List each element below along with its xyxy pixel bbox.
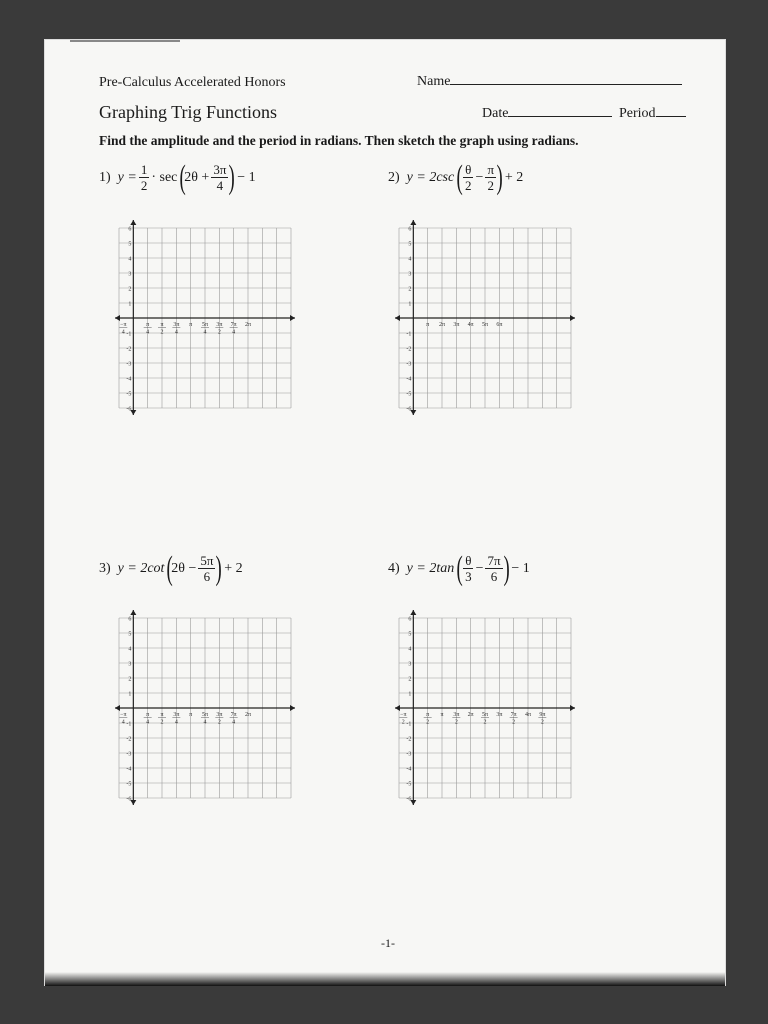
y-axis-arrow-up (130, 220, 136, 225)
problem-2: 2) y = 2csc ( $\frac{\theta}{2}$ − $\frac{\pi}{2}$ ) + 2 (388, 158, 524, 196)
x-tick-label: 5π (201, 712, 209, 718)
x-tick-label: 3π (216, 712, 223, 718)
y-tick-label: 5 (128, 631, 132, 638)
y-tick-label: 6 (408, 226, 412, 233)
x-tick-label: π (160, 712, 164, 718)
x-tick-denominator: 2 (401, 719, 405, 726)
x-tick-label: 3π (173, 712, 180, 718)
x-tick-label: 3π (453, 712, 460, 718)
y-tick-label: -3 (126, 361, 132, 368)
y-tick-label: -4 (406, 376, 412, 383)
x-tick-denominator: 2 (217, 329, 221, 336)
instructions: Find the amplitude and the period in radians. Then sketch the graph using radians. (99, 133, 579, 148)
y-tick-label: -1 (126, 721, 132, 728)
x-tick-label: π (146, 712, 150, 718)
course-name: Pre-Calculus Accelerated Honors (99, 75, 286, 90)
y-tick-label: 4 (408, 646, 412, 653)
y-tick-label: -6 (406, 406, 412, 413)
x-tick-denominator: 4 (146, 719, 150, 726)
x-tick-label: 4π (524, 712, 532, 718)
x-tick-label: −π (400, 712, 407, 718)
x-tick-denominator: 2 (540, 719, 544, 726)
x-tick-denominator: 4 (121, 329, 125, 336)
y-tick-label: -1 (126, 331, 132, 338)
y-tick-label: 2 (128, 676, 132, 683)
y-tick-label: -4 (406, 766, 412, 773)
x-axis-arrow-right (570, 315, 575, 321)
y-axis-arrow-up (130, 610, 136, 615)
x-tick-denominator: 2 (426, 719, 430, 726)
y-tick-label: -6 (126, 796, 132, 803)
top-scan-line (70, 40, 180, 42)
x-axis-arrow-left (395, 705, 400, 711)
y-tick-label: 1 (128, 691, 132, 698)
x-tick-label: 5π (201, 322, 209, 328)
x-tick-label: π (189, 712, 193, 718)
y-tick-label: -5 (406, 781, 412, 788)
x-tick-label: π (160, 322, 164, 328)
x-tick-label: π (189, 322, 193, 328)
problem-3: 3) y = 2cot ( 2θ − $\frac{5\pi}{6}$ ) + 2 (99, 549, 243, 587)
period-field: Period (619, 106, 686, 122)
x-tick-denominator: 2 (483, 719, 487, 726)
y-tick-label: 6 (128, 616, 132, 623)
x-tick-label: −π (120, 712, 127, 718)
x-tick-label: 2π (438, 322, 446, 328)
x-axis-arrow-left (115, 315, 120, 321)
y-tick-label: 4 (128, 256, 132, 263)
x-tick-label: 6π (496, 322, 503, 328)
x-tick-denominator: 2 (217, 719, 221, 726)
x-tick-label: −π (120, 322, 127, 328)
x-tick-label: 3π (453, 322, 460, 328)
y-tick-label: 1 (128, 301, 132, 308)
y-tick-label: -4 (126, 376, 132, 383)
y-tick-label: -3 (406, 361, 412, 368)
y-tick-label: 2 (128, 286, 132, 293)
x-tick-label: 3π (496, 712, 503, 718)
x-axis-arrow-left (115, 705, 120, 711)
x-tick-denominator: 2 (160, 329, 164, 336)
x-tick-denominator: 4 (146, 329, 150, 336)
x-tick-denominator: 2 (454, 719, 458, 726)
x-tick-label: 3π (216, 322, 223, 328)
x-axis-arrow-right (290, 705, 295, 711)
graph-grid-4[interactable] (395, 610, 575, 805)
date-field: Date (482, 106, 612, 122)
x-tick-label: 7π (230, 322, 237, 328)
x-tick-label: 2π (244, 712, 252, 718)
y-tick-label: 5 (128, 241, 132, 248)
y-tick-label: -2 (406, 346, 412, 353)
y-tick-label: -1 (406, 331, 412, 338)
y-tick-label: 3 (408, 271, 412, 278)
graph-grid-2[interactable] (395, 220, 575, 415)
x-tick-label: 3π (173, 322, 180, 328)
name-field: Name (417, 74, 682, 90)
y-tick-label: 3 (128, 661, 132, 668)
x-axis-arrow-right (290, 315, 295, 321)
y-tick-label: -2 (126, 736, 132, 743)
x-tick-denominator: 4 (174, 329, 178, 336)
y-tick-label: 6 (408, 616, 412, 623)
y-axis-arrow-up (410, 610, 416, 615)
x-tick-label: 2π (244, 322, 252, 328)
graph-svg-3[interactable] (115, 610, 295, 805)
graph-grid-1[interactable] (115, 220, 295, 415)
y-tick-label: -5 (126, 391, 132, 398)
x-tick-label: π (440, 712, 444, 718)
worksheet-title: Graphing Trig Functions (99, 102, 278, 122)
y-tick-label: -5 (126, 781, 132, 788)
x-tick-label: 5π (481, 712, 489, 718)
y-tick-label: -2 (406, 736, 412, 743)
y-axis-arrow-up (410, 220, 416, 225)
y-tick-label: -2 (126, 346, 132, 353)
x-tick-label: 9π (539, 712, 546, 718)
x-tick-label: π (426, 322, 430, 328)
y-tick-label: -3 (126, 751, 132, 758)
y-tick-label: 5 (408, 241, 412, 248)
x-tick-label: π (426, 712, 430, 718)
y-tick-label: 4 (408, 256, 412, 263)
y-tick-label: -6 (126, 406, 132, 413)
y-tick-label: -3 (406, 751, 412, 758)
graph-grid-3[interactable] (115, 610, 295, 805)
y-tick-label: -6 (406, 796, 412, 803)
scan-bottom-edge (45, 972, 725, 986)
problem-4: 4) y = 2tan ( $\frac{\theta}{3}$ − $\frac{7\pi}{6}$ ) − 1 (388, 549, 530, 587)
x-tick-label: 5π (481, 322, 489, 328)
x-tick-label: 7π (510, 712, 517, 718)
y-tick-label: -1 (406, 721, 412, 728)
x-tick-denominator: 4 (121, 719, 125, 726)
y-tick-label: -5 (406, 391, 412, 398)
y-tick-label: 3 (128, 271, 132, 278)
graph-svg-1[interactable] (115, 220, 295, 415)
page-number: -1- (381, 936, 395, 950)
y-tick-label: 1 (408, 691, 412, 698)
y-tick-label: 3 (408, 661, 412, 668)
x-axis-arrow-right (570, 705, 575, 711)
y-tick-label: 1 (408, 301, 412, 308)
y-tick-label: 2 (408, 676, 412, 683)
x-tick-denominator: 2 (160, 719, 164, 726)
y-tick-label: 2 (408, 286, 412, 293)
problem-1: 1) y = $\frac{1}{2}$ · sec ( 2θ + $\frac{3\pi}{4}$ ) − 1 (99, 158, 256, 196)
x-tick-denominator: 4 (232, 329, 236, 336)
y-tick-label: 5 (408, 631, 412, 638)
y-tick-label: 4 (128, 646, 132, 653)
x-axis-arrow-left (395, 315, 400, 321)
x-tick-denominator: 4 (203, 719, 207, 726)
x-tick-denominator: 4 (232, 719, 236, 726)
y-tick-label: -4 (126, 766, 132, 773)
y-tick-label: 6 (128, 226, 132, 233)
x-tick-label: 4π (467, 322, 474, 328)
x-tick-label: π (146, 322, 150, 328)
x-tick-denominator: 2 (512, 719, 516, 726)
graph-svg-2[interactable] (395, 220, 575, 415)
x-tick-denominator: 4 (174, 719, 178, 726)
x-tick-label: 2π (467, 712, 474, 718)
x-tick-denominator: 4 (203, 329, 207, 336)
graph-svg-4[interactable] (395, 610, 575, 805)
worksheet-page (45, 40, 725, 985)
x-tick-label: 7π (230, 712, 237, 718)
